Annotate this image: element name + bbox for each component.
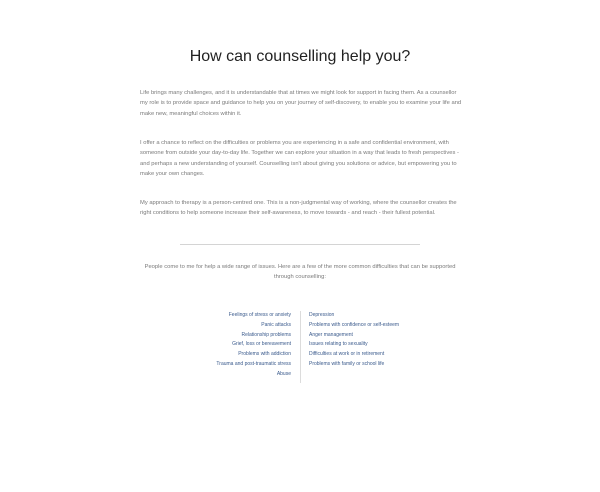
issues-intro: People come to me for help a wide range of issues. Here are a few of the more common difficulties that can be supported through counselling: bbox=[144, 264, 456, 280]
issue-anger-management: Anger management bbox=[309, 331, 353, 338]
column-separator bbox=[300, 311, 301, 383]
issue-abuse: Abuse bbox=[276, 370, 291, 377]
issue-grief-loss: Grief, loss or bereavement bbox=[232, 341, 291, 348]
intro-paragraph-3: My approach to therapy is a person-centred one. This is a non-judgmental way of working, where the counsellor creates the right conditions to help someone increase their self-awareness, to move towards - and reach - their fullest potential. bbox=[140, 200, 457, 217]
issue-family-school: Problems with family or school life bbox=[309, 360, 385, 367]
issue-depression: Depression bbox=[309, 312, 335, 318]
page-title: How can counselling help you? bbox=[189, 48, 411, 65]
issues-left-column bbox=[140, 311, 291, 380]
issue-trauma: Trauma and post-traumatic stress bbox=[216, 360, 291, 367]
section-divider bbox=[180, 244, 420, 245]
intro-paragraph-1: Life brings many challenges, and it is understandable that at times we might look for support in facing them. As a counsellor my role is to provide space and guidance to help you on your journey of self-discovery, to enable you to examine your life and make new, meaningful choices within it. bbox=[140, 90, 462, 117]
issue-confidence: Problems with confidence or self-esteem bbox=[309, 321, 400, 328]
issues-list bbox=[140, 311, 460, 383]
issue-sexuality: Issues relating to sexuality bbox=[309, 341, 368, 348]
intro-paragraph-2: I offer a chance to reflect on the difficulties or problems you are experiencing in a safe and confidential environment, with someone from outside your day-to-day life. Together we can explore your situation in a way that leads to fresh perspectives - and perhaps a new understanding of yourself. Counselling isn't about giving you solutions or advice, but empowering you to make your own changes. bbox=[140, 140, 459, 177]
issues-right-column bbox=[309, 311, 460, 370]
issue-relationship-problems: Relationship problems bbox=[241, 331, 291, 338]
issue-stress-anxiety: Feelings of stress or anxiety bbox=[228, 312, 291, 318]
issue-addiction: Problems with addiction bbox=[238, 351, 291, 358]
issue-work-retirement: Difficulties at work or in retirement bbox=[309, 351, 385, 358]
issue-panic-attacks: Panic attacks bbox=[261, 321, 291, 328]
